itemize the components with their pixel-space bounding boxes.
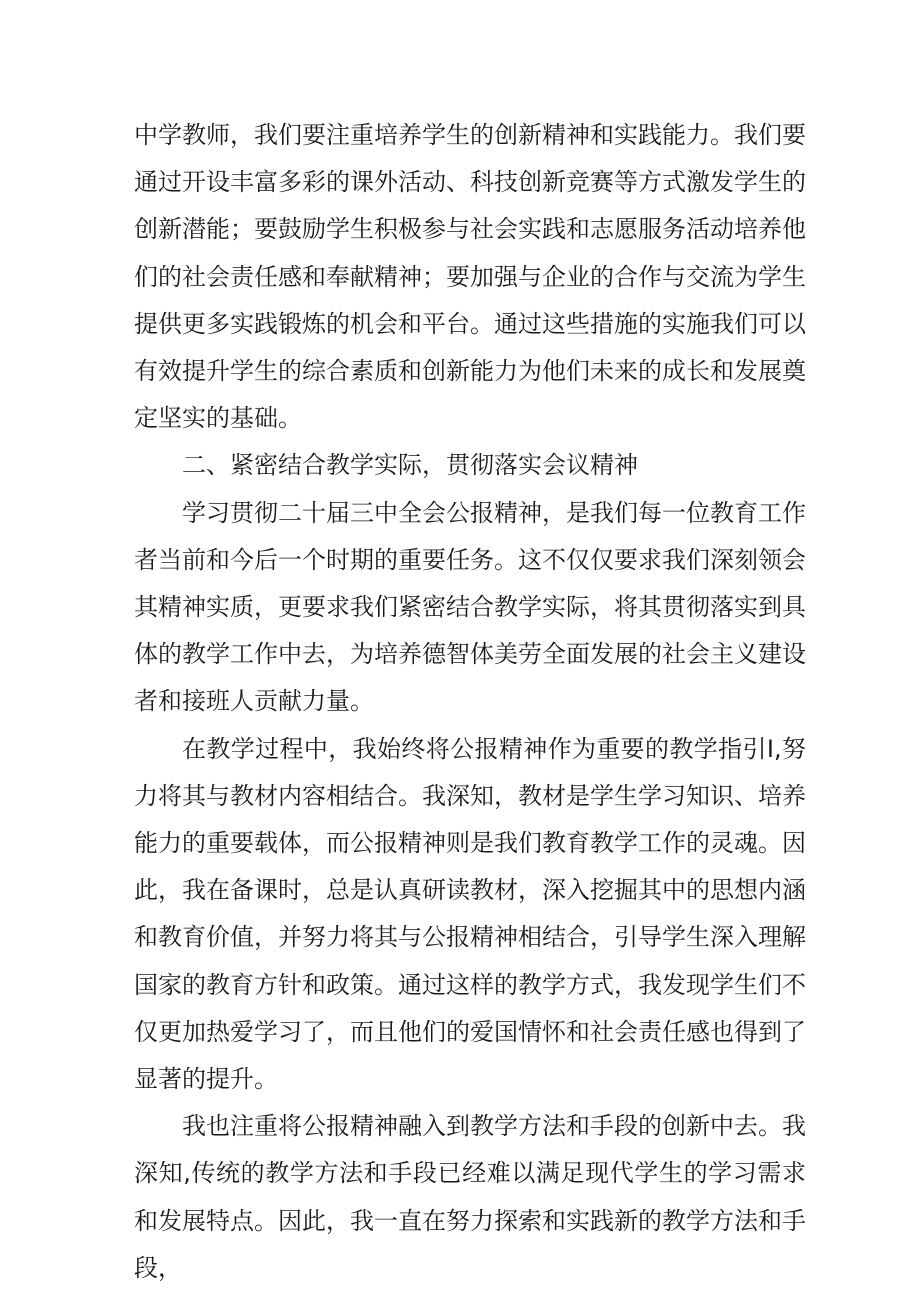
section-heading: 二、紧密结合教学实际，贯彻落实会议精神 [182,451,638,480]
paragraph-teaching-process: 在教学过程中，我始终将公报精神作为重要的教学指引I,努力将其与教材内容相结合。我深知，教材是学生学习知识、培养能力的重要载体，而公报精神则是我们教育教学工作的灵魂。因此，我在备课时，总是认真研读教材，深入挖掘其中的思想内涵和教育价值，并努力将其与公报精神相结合，引导学生深入理解国家的教育方针和政策。通过这样的教学方式，我发现学生们不仅更加热爱学习了，而且他们的爱国情怀和社会责任感也得到了显著的提升。 [134,734,806,1094]
document-body [134,112,806,1292]
paragraph-study-communique: 学习贯彻二十届三中全会公报精神，是我们每一位教育工作者当前和今后一个时期的重要任务。这不仅仅要求我们深刻领会其精神实质，更要求我们紧密结合教学实际，将其贯彻落实到具体的教学工作中去，为培养德智体美劳全面发展的社会主义建设者和接班人贡献力量。 [134,498,806,716]
paragraph-teaching-methods: 我也注重将公报精神融入到教学方法和手段的创新中去。我深知,传统的教学方法和手段已经难以满足现代学生的学习需求和发展特点。因此，我一直在努力探索和实践新的教学方法和手段， [134,1112,806,1282]
paragraph-continuation: 中学教师，我们要注重培养学生的创新精神和实践能力。我们要通过开设丰富多彩的课外活动、科技创新竞赛等方式激发学生的创新潜能；要鼓励学生积极参与社会实践和志愿服务活动培养他们的社会责任感和奉献精神；要加强与企业的合作与交流为学生提供更多实践锻炼的机会和平台。通过这些措施的实施我们可以有效提升学生的综合素质和创新能力为他们未来的成长和发展奠定坚实的基础。 [134,121,806,433]
